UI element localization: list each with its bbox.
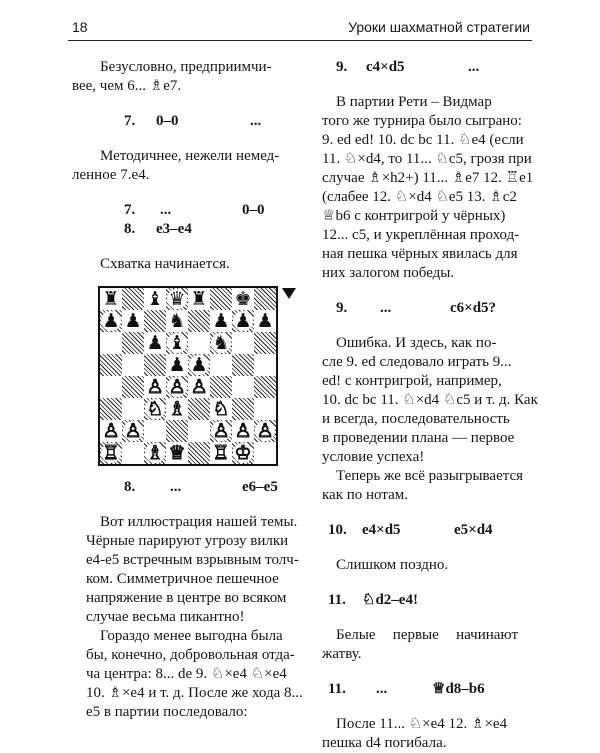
text-line: 9. ed ed! 10. dc bc 11. ♘e4 (если xyxy=(322,132,524,148)
board-square xyxy=(144,354,166,376)
text-line: Теперь же всё разыгрывается xyxy=(336,468,524,484)
paragraph-final xyxy=(322,715,518,753)
board-square xyxy=(254,332,276,354)
board-square xyxy=(188,442,210,464)
black-pawn-icon: ♟ xyxy=(146,332,164,354)
board-square xyxy=(100,354,122,376)
white-knight-icon: ♘ xyxy=(212,398,230,420)
black-knight-icon: ♞ xyxy=(212,332,230,354)
black-pawn-icon: ♟ xyxy=(102,310,120,332)
board-square xyxy=(232,354,254,376)
board-square xyxy=(232,332,254,354)
text-line: 10. ♗×e4 и т. д. После же хода 8... xyxy=(86,685,303,701)
white-pawn-icon: ♙ xyxy=(102,420,120,442)
board-square xyxy=(100,376,122,398)
running-title: Уроки шахматной стратегии xyxy=(348,19,530,35)
board-square xyxy=(122,442,144,464)
white-rook-icon: ♖ xyxy=(212,442,230,464)
text-line: (слабее 12. ♘×d4 ♘e5 13. ♗c2 xyxy=(322,189,517,205)
text-line: Ошибка. И здесь, как по- xyxy=(336,335,497,351)
white-pawn-icon: ♙ xyxy=(234,420,252,442)
text-line: пешка d4 погибала. xyxy=(322,735,447,751)
black-pawn-icon: ♟ xyxy=(256,310,274,332)
text-line: того же турнира было сыграно: xyxy=(322,113,522,129)
text-line: ком. Симметричное пешечное xyxy=(86,571,279,587)
paragraph-reti-vidmar xyxy=(322,93,534,283)
board-square xyxy=(100,398,122,420)
text-line: случае ♗×h2+) 11... ♗e7 12. ♖e1 xyxy=(322,170,534,186)
black-rook-icon: ♜ xyxy=(102,288,120,310)
white-bishop-icon: ♗ xyxy=(168,398,186,420)
text-line: Вот иллюстрация нашей темы. xyxy=(100,514,298,530)
board-square xyxy=(188,310,210,332)
page-number: 18 xyxy=(72,19,88,35)
board-square xyxy=(166,420,188,442)
move-line: 7. 0–0 ... xyxy=(124,113,262,129)
board-square xyxy=(100,332,122,354)
chess-board xyxy=(98,286,278,466)
white-pawn-icon: ♙ xyxy=(190,376,208,398)
board-square xyxy=(122,398,144,420)
text-line: условие успеха! xyxy=(322,449,425,465)
white-king-icon: ♔ xyxy=(234,442,252,464)
text-line: e4-e5 встречным взрывным толч- xyxy=(86,552,299,568)
white-pawn-icon: ♙ xyxy=(212,420,230,442)
black-knight-icon: ♞ xyxy=(168,310,186,332)
board-square xyxy=(144,420,166,442)
board-square xyxy=(254,442,276,464)
text-line: напряжение в центре во всяком xyxy=(86,590,287,606)
text-line: ча центра: 8... de 9. ♘×e4 ♘×e4 xyxy=(86,666,287,682)
paragraph-notes xyxy=(322,467,524,505)
text-line: ed! с контригрой, например, xyxy=(322,373,502,389)
chess-diagram xyxy=(86,286,308,466)
paragraph: Белые первые начинают жатву. xyxy=(322,627,518,662)
black-pawn-icon: ♟ xyxy=(124,310,142,332)
text-line: ♕b6 с контригрой у чёрных) xyxy=(322,208,506,224)
text-line: 12... c5, и укреплённая проход- xyxy=(322,227,520,243)
board-square xyxy=(122,376,144,398)
paragraph: Схватка начинается. xyxy=(100,256,230,272)
black-pawn-icon: ♟ xyxy=(212,310,230,332)
paragraph: Методичнее, нежели немед- ленное 7.e4. xyxy=(72,148,280,183)
text-line: После 11... ♘×e4 12. ♗×e4 xyxy=(336,716,508,732)
text-line: e5 в партии последовало: xyxy=(86,704,248,720)
paragraph: Слишком поздно. xyxy=(336,557,449,573)
white-pawn-icon: ♙ xyxy=(146,376,164,398)
move-line: 9. c4×d5 ... xyxy=(336,59,480,75)
paragraph-theme xyxy=(86,513,308,627)
board-square xyxy=(188,398,210,420)
text-line: как по нотам. xyxy=(322,487,409,503)
text-line: Чёрные парируют угрозу вилки xyxy=(86,533,289,549)
text-line: них залогом победы. xyxy=(322,265,455,281)
board-square xyxy=(254,376,276,398)
board-square xyxy=(122,354,144,376)
board-square xyxy=(254,288,276,310)
text-line: бы, конечно, добровольная отда- xyxy=(86,647,295,663)
text-line: и всегда, последовательность xyxy=(322,411,510,427)
move-line: 7. ... 0–0 xyxy=(124,202,265,218)
white-rook-icon: ♖ xyxy=(102,442,120,464)
white-bishop-icon: ♗ xyxy=(146,442,164,464)
black-pawn-icon: ♟ xyxy=(190,354,208,376)
black-rook-icon: ♜ xyxy=(190,288,208,310)
text-line: сле 9. ed следовало играть 9... xyxy=(322,354,512,370)
white-pawn-icon: ♙ xyxy=(124,420,142,442)
board-square xyxy=(254,398,276,420)
move-line: 9. ... c6×d5? xyxy=(336,300,497,316)
white-queen-icon: ♕ xyxy=(168,442,186,464)
black-king-icon: ♚ xyxy=(234,288,252,310)
black-to-move-marker xyxy=(282,288,296,299)
move-line: 11. ... ♕d8–b6 xyxy=(328,681,485,697)
board-square xyxy=(188,420,210,442)
board-square xyxy=(188,332,210,354)
text-line: ная пешка чёрных явилась для xyxy=(322,246,518,262)
text-line: 10. dc bc 11. ♘×d4 ♘c5 и т. д. Как xyxy=(322,392,538,408)
move-line: 8. e3–e4 xyxy=(124,221,192,237)
text-line: 11. ♘×d4, то 11... ♘c5, грозя при xyxy=(322,151,532,167)
white-pawn-icon: ♙ xyxy=(256,420,274,442)
text-line: в проведении плана — первое xyxy=(322,430,515,446)
left-column xyxy=(72,58,308,722)
board-square xyxy=(144,310,166,332)
text-line: Гораздо менее выгодна была xyxy=(100,628,283,644)
black-bishop-icon: ♝ xyxy=(168,332,186,354)
board-square xyxy=(210,376,232,398)
black-queen-icon: ♛ xyxy=(168,288,186,310)
text-line: случае весьма пикантно! xyxy=(86,609,245,625)
paragraph-mistake xyxy=(322,334,538,467)
black-bishop-icon: ♝ xyxy=(146,288,164,310)
white-knight-icon: ♘ xyxy=(146,398,164,420)
move-line: 11. ♘d2–e4! xyxy=(328,592,418,608)
black-pawn-icon: ♟ xyxy=(234,310,252,332)
right-column xyxy=(322,58,538,753)
board-square xyxy=(232,376,254,398)
move-line: 10. e4×d5 e5×d4 xyxy=(328,522,493,538)
board-square xyxy=(254,354,276,376)
paragraph-alternative xyxy=(86,627,308,722)
running-header xyxy=(68,16,532,41)
text-line: В партии Рети – Видмар xyxy=(336,94,492,110)
move-line: 8. ... e6–e5 xyxy=(124,479,278,495)
board-square xyxy=(210,354,232,376)
board-square xyxy=(232,398,254,420)
paragraph: Безусловно, предприимчи- вее, чем 6... ♗e7. xyxy=(72,59,272,94)
board-square xyxy=(122,288,144,310)
black-pawn-icon: ♟ xyxy=(168,354,186,376)
board-square xyxy=(210,288,232,310)
white-pawn-icon: ♙ xyxy=(168,376,186,398)
board-square xyxy=(122,332,144,354)
